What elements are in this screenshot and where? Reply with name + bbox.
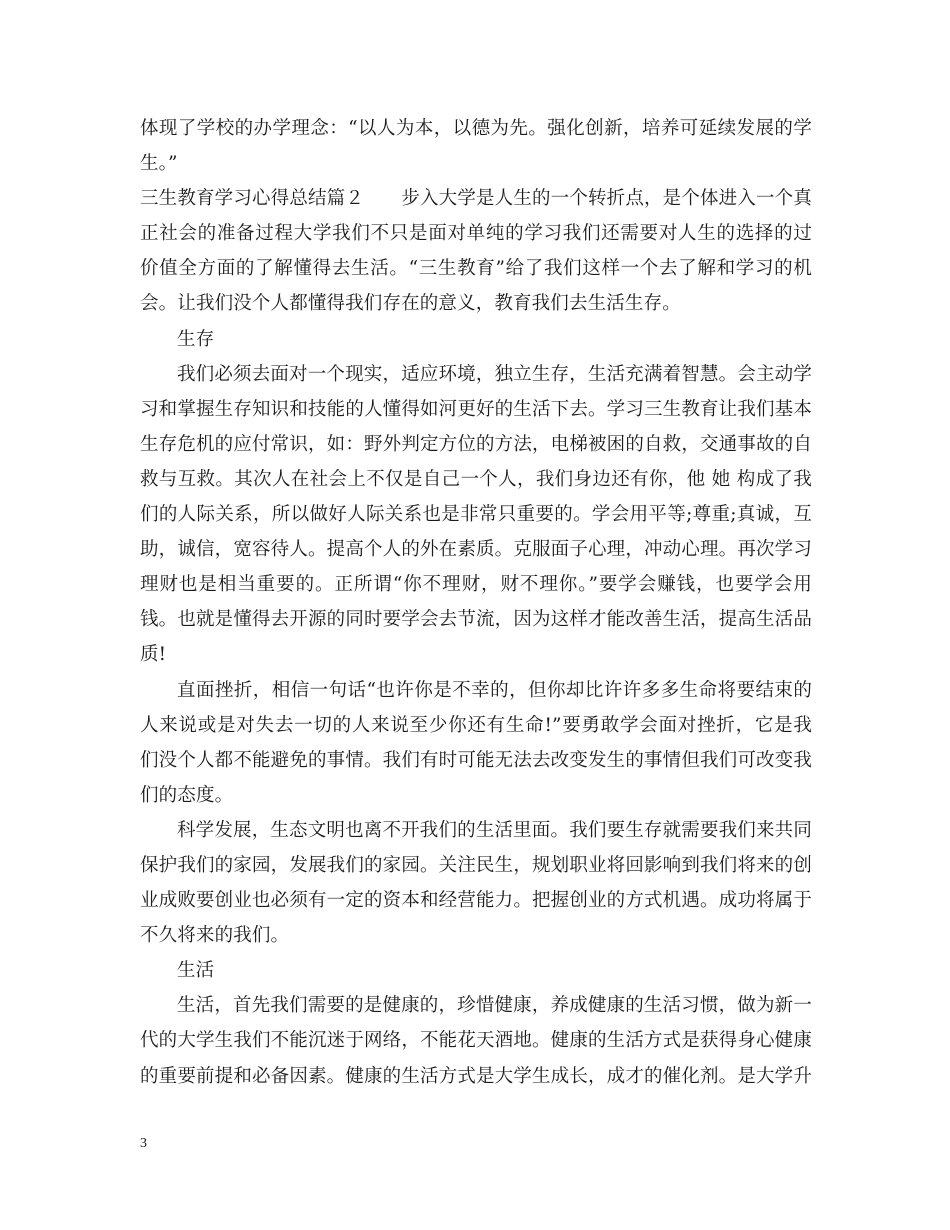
text-line: 生活，首先我们需要的是健康的，珍惜健康，养成健康的生活习惯，做为新一 [177,995,812,1017]
text-line: 生存 [177,328,215,350]
text-line: 们的态度。 [140,784,234,806]
text-line: 们的人际关系，所以做好人际关系也是非常只重要的。学会用平等;尊重;真诚，互 [140,504,812,526]
text-line: 救与互救。其次人在社会上不仅是自己一个人，我们身边还有你，他 她 构成了我 [140,468,812,490]
text-line: 的重要前提和必备因素。健康的生活方式是大学生成长，成才的催化剂。是大学升 [140,1065,812,1087]
text-line: 们没个人都不能避免的事情。我们有时可能无法去改变发生的事情但我们可改变我 [140,749,812,771]
text-line: 三生教育学习心得总结篇２ 步入大学是人生的一个转折点，是个体进入一个真 [140,188,812,210]
text-line: 助，诚信，宽容待人。提高个人的外在素质。克服面子心理，冲动心理。再次学习 [140,539,812,561]
text-line: 保护我们的家园，发展我们的家园。关注民生，规划职业将回影响到我们将来的创 [140,854,812,876]
text-line: 生。” [140,153,178,175]
page-number: 3 [140,1136,147,1151]
text-line: 质! [140,644,167,666]
text-line: 体现了学校的办学理念：“以人为本，以德为先。强化创新，培养可延续发展的学 [140,118,812,139]
text-line: 正社会的准备过程大学我们不只是面对单纯的学习我们还需要对人生的选择的过 [140,223,812,245]
text-line: 生活 [177,960,215,982]
text-line: 业成败要创业也必须有一定的资本和经营能力。把握创业的方式机遇。成功将属于 [140,890,812,912]
text-line: 我们必须去面对一个现实，适应环境，独立生存，生活充满着智慧。会主动学 [177,363,812,385]
text-line: 直面挫折，相信一句话“也许你是不幸的，但你却比许许多多生命将要结束的 [177,679,812,701]
document-page [140,111,812,1094]
text-line: 生存危机的应付常识，如：野外判定方位的方法，电梯被困的自救，交通事故的自 [140,433,812,455]
text-line: 价值全方面的了解懂得去生活。“三生教育”给了我们这样一个去了解和学习的机 [140,258,812,280]
text-line: 代的大学生我们不能沉迷于网络，不能花天酒地。健康的生活方式是获得身心健康 [140,1030,812,1052]
text-line: 钱。也就是懂得去开源的同时要学会去节流，因为这样才能改善生活，提高生活品 [140,609,812,631]
text-line: 科学发展，生态文明也离不开我们的生活里面。我们要生存就需要我们来共同 [177,819,812,841]
text-line: 习和掌握生存知识和技能的人懂得如河更好的生活下去。学习三生教育让我们基本 [140,398,812,420]
text-line: 理财也是相当重要的。正所谓“你不理财，财不理你。”要学会赚钱，也要学会用 [140,574,812,596]
text-line: 不久将来的我们。 [140,925,290,947]
text-line: 会。让我们没个人都懂得我们存在的意义，教育我们去生活生存。 [140,293,681,315]
text-line: 人来说或是对失去一切的人来说至少你还有生命!”要勇敢学会面对挫折，它是我 [140,714,812,736]
